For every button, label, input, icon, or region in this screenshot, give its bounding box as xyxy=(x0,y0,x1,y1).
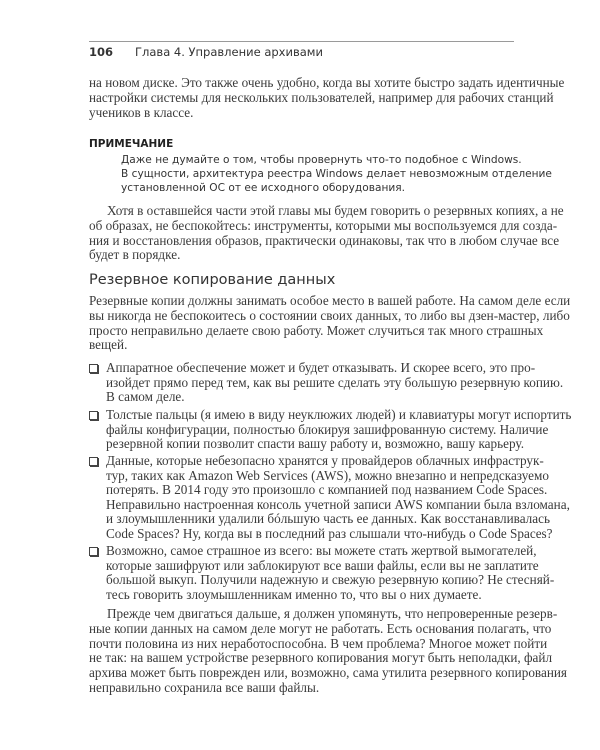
text-line: будет в порядке. xyxy=(89,247,181,263)
text-line: просто неправильно делаете свою работу. Может случиться так много страшных xyxy=(89,322,544,338)
paragraph-1 xyxy=(89,75,565,120)
text-line: Толстые пальцы (я имею в виду неуклюжих людей) и клавиатуры могут испортить xyxy=(106,407,572,422)
text-line: установленной ОС от ее исходного оборудования. xyxy=(121,182,405,195)
checkbox-bullet-icon xyxy=(89,457,98,466)
note-title: ПРИМЕЧАНИЕ xyxy=(89,138,174,150)
text-line: настройки системы для нескольких пользователей, например для рабочих станций xyxy=(89,89,554,105)
text-line: потерять. В 2014 году это произошло с компанией под названием Code Spaces. xyxy=(106,482,548,498)
page-number: 106 xyxy=(89,45,114,59)
section-heading: Резервное копирование данных xyxy=(89,272,336,288)
text-line: архива может быть поврежден или, возможно, сама утилита резервного копирования xyxy=(89,665,567,681)
paragraph-3 xyxy=(89,293,571,353)
text-line: вы никогда не беспокоитесь о состоянии своих данных, то либо вы дзен-мастер, либо xyxy=(89,307,570,323)
text-line: тесь говорить злоумышленникам именно то, что вы о них думаете. xyxy=(106,586,482,602)
chapter-title: Глава 4. Управление архивами xyxy=(135,45,323,59)
header-rule xyxy=(89,41,514,42)
text-line: Хотя в оставшейся части этой главы мы будем говорить о резервных копиях, а не xyxy=(107,203,564,218)
text-line: вещей. xyxy=(89,337,128,353)
text-line: файлы конфигурации, полностью блокируя зашифрованную систему. Наличие xyxy=(106,421,549,437)
text-line: которые зашифруют или заблокируют все ваши файлы, если вы не заплатите xyxy=(106,557,539,573)
text-line: не так: на вашем устройстве резервного копирования могут быть неполадки, файл xyxy=(89,650,553,666)
text-line: неправильно сохранила все ваши файлы. xyxy=(89,679,320,695)
text-line: изойдет прямо перед тем, как вы решите сделать эту большую резервную копию. xyxy=(106,374,564,390)
text-line: Данные, которые небезопасно хранятся у провайдеров облачных инфраструк- xyxy=(106,453,544,468)
running-header xyxy=(89,45,323,59)
list-item xyxy=(89,453,570,542)
text-line: об образах, не беспокойтесь: инструменты, которыми мы воспользуемся для созда- xyxy=(89,217,558,233)
text-line: В самом деле. xyxy=(106,389,185,405)
text-line: большой выкуп. Получили надежную и свежую резервную копию? Не стесняй- xyxy=(106,572,555,588)
note-body xyxy=(121,153,552,196)
text-line: Неправильно настроенная консоль учетной записи AWS компании была взломана, xyxy=(106,496,570,512)
text-line: Аппаратное обеспечение может и будет отказывать. И скорее всего, это про- xyxy=(106,360,536,375)
text-line: учеников в классе. xyxy=(89,104,194,120)
text-line: ные копии данных на самом деле могут не работать. Есть основания полагать, что xyxy=(89,620,552,636)
list-item xyxy=(89,543,555,602)
paragraph-2 xyxy=(89,203,564,263)
checkbox-bullet-icon xyxy=(89,547,98,556)
text-line: резервной копии позволит спасти вашу работу и, возможно, вашу карьеру. xyxy=(106,436,524,452)
paragraph-4 xyxy=(89,606,567,696)
text-line: на новом диске. Это также очень удобно, когда вы хотите быстро задать идентичные xyxy=(89,75,565,90)
text-line: Прежде чем двигаться дальше, я должен упомянуть, что непроверенные резерв- xyxy=(107,606,558,621)
text-line: В сущности, архитектура реестра Windows делает невозможным отделение xyxy=(121,168,552,181)
text-line: Резервные копии должны занимать особое место в вашей работе. На самом деле если xyxy=(89,293,571,308)
text-line: почти половина из них неработоспособна. В чем проблема? Многое может пойти xyxy=(89,635,548,651)
text-line: Code Spaces? Ну, когда вы в последний раз слышали что-нибудь о Code Spaces? xyxy=(106,525,553,541)
text-line: и злоумышленники удалили бóльшую часть ее данных. Как восстанавливалась xyxy=(106,511,550,527)
list-item xyxy=(89,360,564,405)
text-line: тур, таких как Amazon Web Services (AWS), можно внезапно и непредсказуемо xyxy=(106,467,549,483)
text-line: Даже не думайте о том, чтобы провернуть что-то подобное с Windows. xyxy=(121,154,522,166)
text-line: Возможно, самое страшное из всего: вы можете стать жертвой вымогателей, xyxy=(106,543,537,558)
text-line: ния и восстановления образов, практически одинаковы, так что в любом случае все xyxy=(89,232,560,248)
checkbox-bullet-icon xyxy=(89,364,98,373)
list-item xyxy=(89,407,572,452)
checkbox-bullet-icon xyxy=(89,411,98,420)
